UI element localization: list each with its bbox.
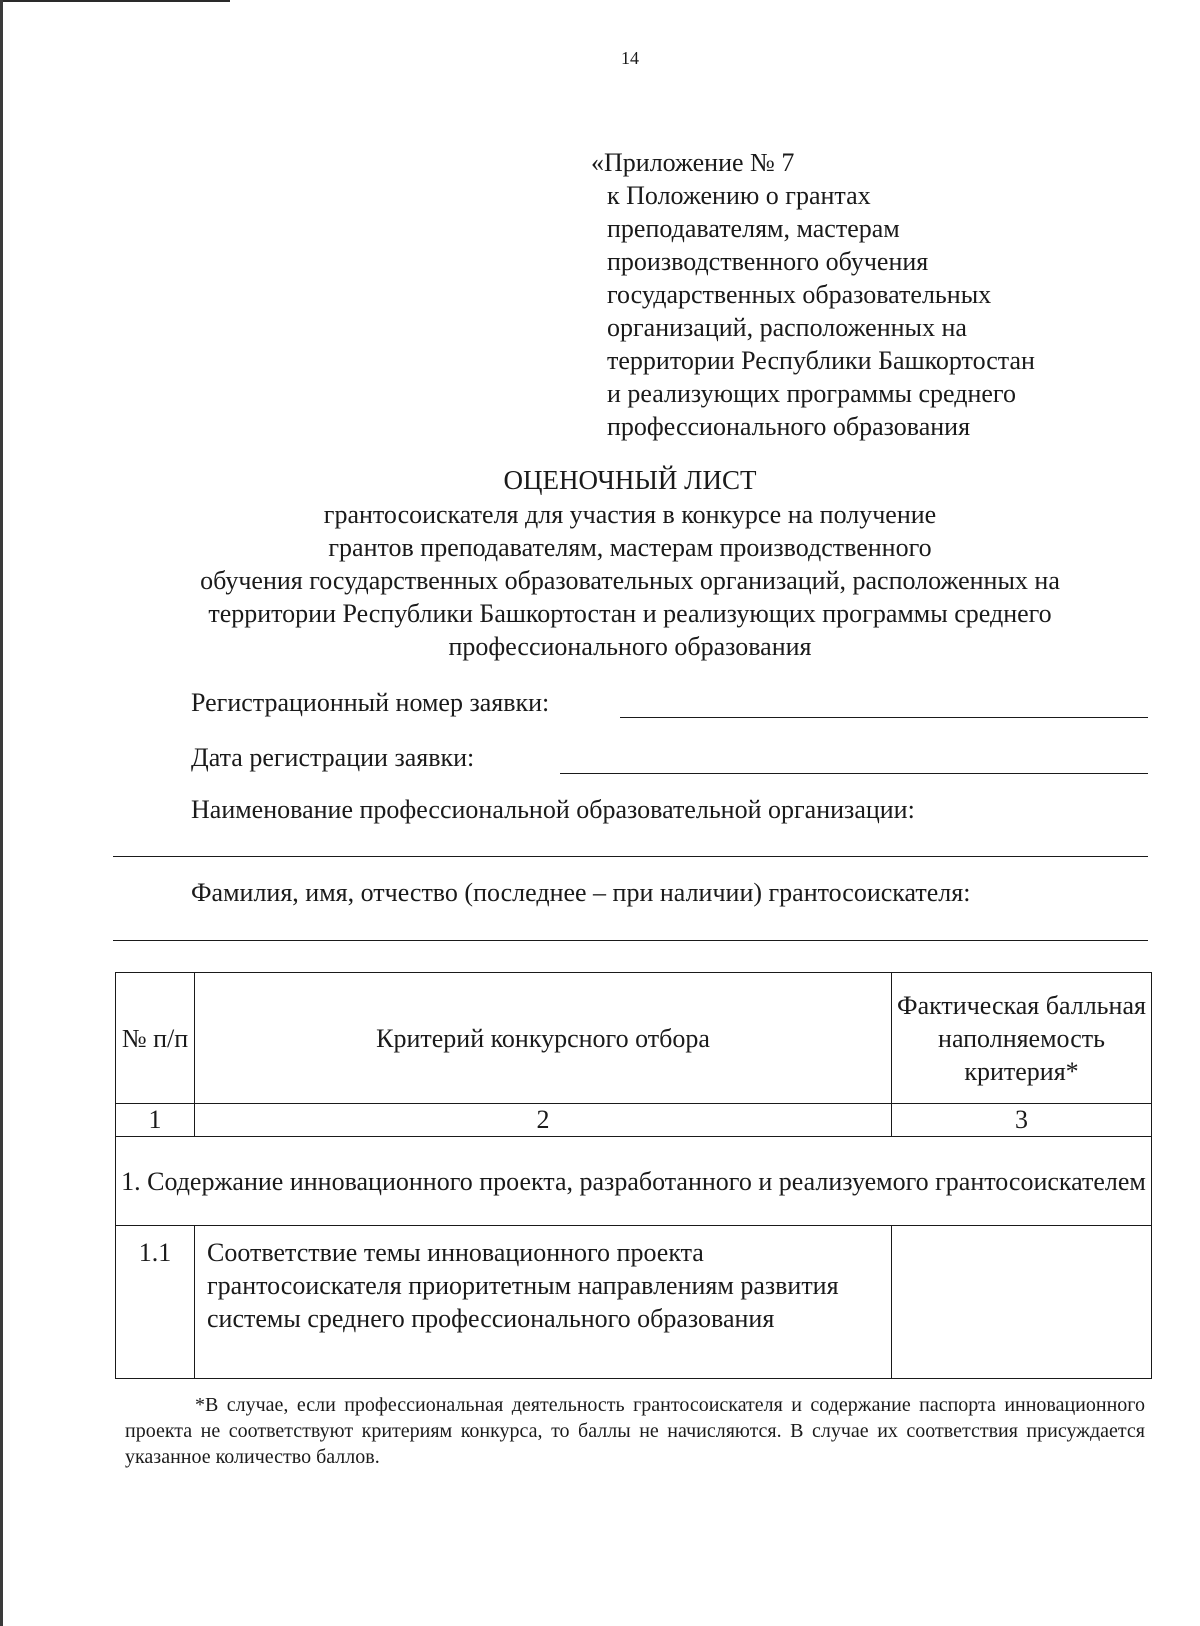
org-name-field[interactable] — [113, 856, 1148, 857]
appendix-line: преподавателям, мастерам — [607, 214, 900, 243]
org-name-label: Наименование профессиональной образовательной организации: — [191, 795, 915, 824]
column-index: 2 — [195, 1104, 892, 1137]
table-header-row — [116, 973, 1152, 1104]
scan-edge-left — [0, 0, 3, 1626]
footnote — [125, 1392, 1145, 1470]
title-sub-line: грантосоискателя для участия в конкурсе на получение — [323, 500, 937, 529]
title-sub-line: обучения государственных образовательных организаций, расположенных на — [200, 566, 1060, 595]
reg-number-field[interactable] — [620, 717, 1148, 718]
scan-edge-top — [0, 0, 230, 2]
header-num: № п/п — [116, 973, 195, 1104]
table-section-row — [116, 1137, 1152, 1226]
title-sub-line: территории Республики Башкортостан и реализующих программы среднего — [208, 599, 1052, 628]
applicant-name-field[interactable] — [113, 940, 1148, 941]
reg-number-label: Регистрационный номер заявки: — [191, 688, 550, 717]
row-score-cell[interactable] — [892, 1226, 1152, 1379]
document-title — [100, 462, 1160, 663]
column-index: 1 — [116, 1104, 195, 1137]
title-main: ОЦЕНОЧНЫЙ ЛИСТ — [503, 465, 757, 495]
appendix-line: территории Республики Башкортостан — [607, 346, 1035, 375]
appendix-note — [591, 146, 1035, 443]
appendix-line: профессионального образования — [607, 412, 971, 441]
table-index-row — [116, 1104, 1152, 1137]
title-sub-line: профессионального образования — [448, 632, 812, 661]
appendix-line: государственных образовательных — [607, 280, 992, 309]
column-index: 3 — [892, 1104, 1152, 1137]
criteria-table — [115, 972, 1152, 1379]
applicant-name-label: Фамилия, имя, отчество (последнее – при наличии) грантосоискателя: — [191, 878, 971, 907]
title-sub-line: грантов преподавателям, мастерам производственного — [328, 533, 932, 562]
table-row — [116, 1226, 1152, 1379]
footnote-text: *В случае, если профессиональная деятельность грантосоискателя и содержание паспорта инновационного проекта не соответствуют критериям конкурса, то баллы не начисляются. В случае их соответствия присуждается указанное количество баллов. — [125, 1394, 1145, 1468]
page-number: 14 — [621, 48, 639, 68]
reg-date-label: Дата регистрации заявки: — [191, 743, 475, 772]
appendix-line: производственного обучения — [607, 247, 929, 276]
appendix-line: и реализующих программы среднего — [607, 379, 1016, 408]
reg-date-field[interactable] — [560, 773, 1148, 774]
appendix-line: «Приложение № 7 — [591, 148, 795, 177]
appendix-line: организаций, расположенных на — [607, 313, 967, 342]
row-num: 1.1 — [116, 1226, 195, 1379]
row-criterion: Соответствие темы инновационного проекта грантосоискателя приоритетным направлениям развития системы среднего профессионального образования — [195, 1226, 892, 1379]
section-title: 1. Содержание инновационного проекта, разработанного и реализуемого грантосоискателем — [116, 1137, 1152, 1226]
header-criterion: Критерий конкурсного отбора — [195, 973, 892, 1104]
header-score: Фактическая балльная наполняемость критерия* — [892, 973, 1152, 1104]
appendix-line: к Положению о грантах — [607, 181, 871, 210]
